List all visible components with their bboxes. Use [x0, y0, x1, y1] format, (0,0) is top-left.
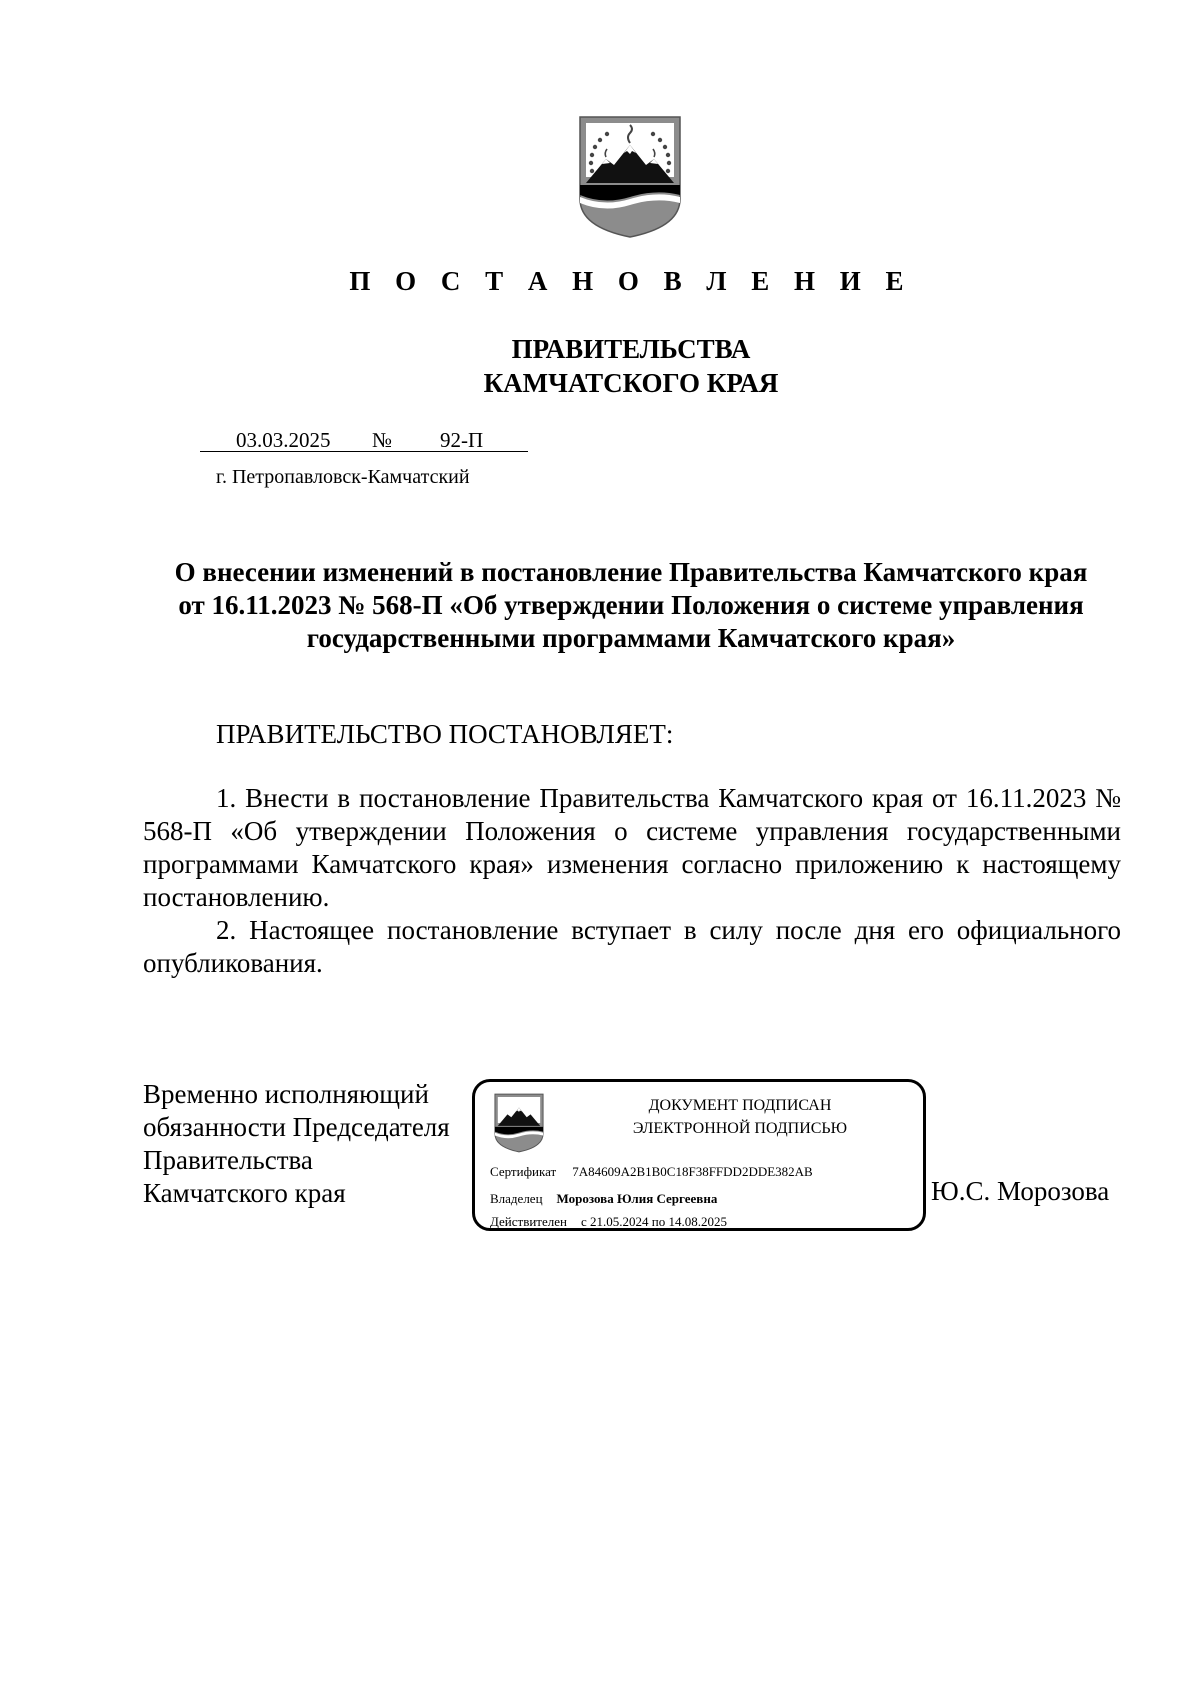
decree-phrase: ПРАВИТЕЛЬСТВО ПОСТАНОВЛЯЕТ:	[216, 719, 674, 749]
certificate-value: 7A84609A2B1B0C18F38FFDD2DDE382AB	[572, 1164, 813, 1179]
certificate-label: Сертификат	[490, 1164, 557, 1179]
registration-line	[200, 428, 528, 456]
authority-line: КАМЧАТСКОГО КРАЯ	[483, 368, 779, 398]
subject-line: от 16.11.2023 № 568-П «Об утверждении Положения о системе управления	[178, 590, 1084, 620]
position-line: Правительства	[143, 1145, 313, 1175]
validity-row	[490, 1214, 727, 1230]
document-subject	[130, 556, 1132, 655]
registration-number: 92-П	[440, 428, 484, 452]
registration-date: 03.03.2025	[236, 428, 331, 452]
owner-value: Морозова Юлия Сергеевна	[556, 1191, 718, 1206]
clause-1: 1. Внести в постановление Правительства Камчатского края от 16.11.2023 № 568-П «Об утверждении Положения о системе управления государственными программами Камчатского края» изменения согласно приложению к настоящему постановлению.	[143, 783, 1121, 912]
clause-2: 2. Настоящее постановление вступает в силу после дня его официального опубликования.	[143, 915, 1121, 978]
issuing-city: г. Петропавловск-Камчатский	[216, 466, 470, 488]
position-line: обязанности Председателя	[143, 1112, 450, 1142]
stamp-title-line: ЭЛЕКТРОННОЙ ПОДПИСЬЮ	[632, 1120, 848, 1137]
document-type: П О С Т А Н О В Л Е Н И Е	[349, 266, 913, 296]
coat-of-arms-icon	[576, 113, 684, 241]
authority-line: ПРАВИТЕЛЬСТВА	[511, 334, 751, 364]
stamp-title	[585, 1094, 895, 1140]
issuing-authority	[0, 332, 1200, 400]
validity-value: с 21.05.2024 по 14.08.2025	[580, 1214, 727, 1229]
owner-row	[490, 1191, 717, 1207]
stamp-coat-of-arms-icon	[493, 1092, 545, 1154]
signer-position	[143, 1078, 450, 1210]
signer-name: Ю.С. Морозова	[931, 1176, 1110, 1206]
subject-line: О внесении изменений в постановление Правительства Камчатского края	[174, 557, 1088, 587]
number-sign: №	[372, 428, 393, 452]
validity-label: Действителен	[490, 1214, 567, 1229]
electronic-signature-stamp	[472, 1079, 926, 1231]
position-line: Камчатского края	[143, 1178, 346, 1208]
certificate-row	[490, 1164, 813, 1180]
owner-label: Владелец	[490, 1191, 543, 1206]
document-body	[143, 782, 1121, 980]
stamp-title-line: ДОКУМЕНТ ПОДПИСАН	[648, 1097, 832, 1114]
subject-line: государственными программами Камчатского края»	[306, 623, 956, 653]
position-line: Временно исполняющий	[143, 1079, 429, 1109]
